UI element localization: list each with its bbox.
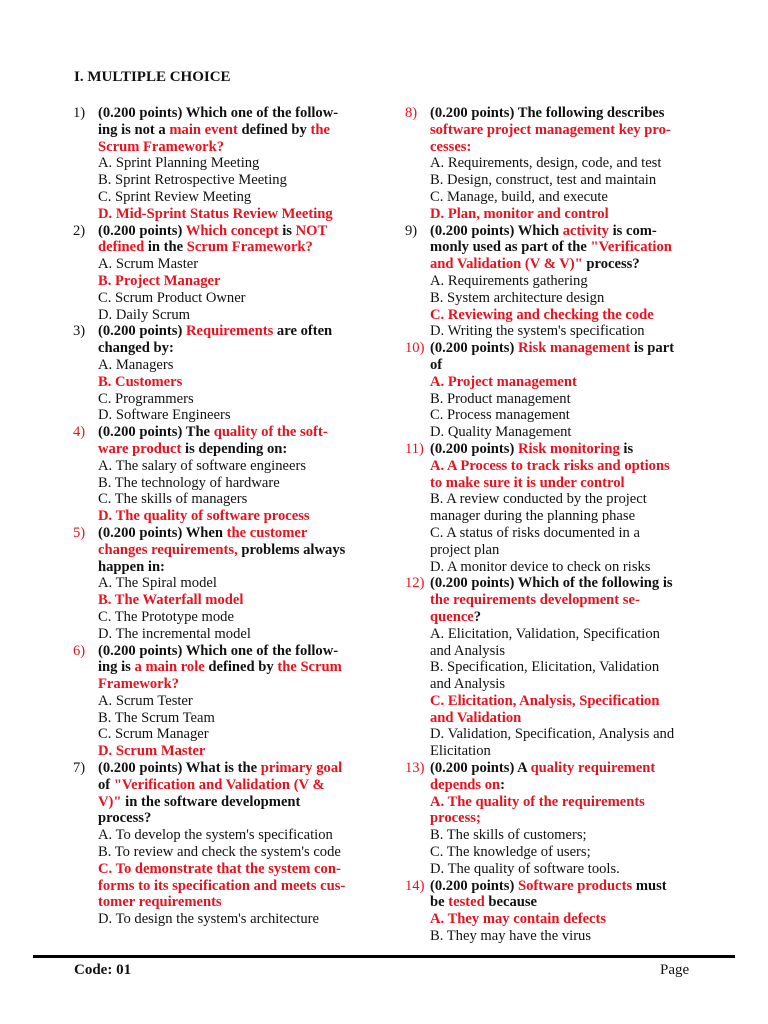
answer-text-line: B. Design, construct, test and maintain [430, 172, 657, 189]
answer-text-line: C. To demonstrate that the system con- [98, 860, 341, 877]
answer-text-line: D. The quality of software tools. [430, 860, 620, 877]
answer-text-line: A. Requirements, design, code, and test [430, 155, 662, 172]
question-body [98, 643, 373, 761]
question-stem-line [98, 139, 373, 156]
question-text-segment: (0.200 points) What is the [98, 760, 261, 777]
question-text-segment: (0.200 points) [430, 877, 518, 894]
footer-rule [33, 955, 735, 958]
question-body [430, 441, 705, 575]
question-stem-line [98, 239, 373, 256]
answer-text-line: and Analysis [430, 642, 505, 659]
question-text-segment: must [632, 877, 667, 894]
question-text-segment: : [500, 776, 506, 793]
answer-text-line: A. Elicitation, Validation, Specification [430, 625, 660, 642]
answer-text-line: B. Specification, Elicitation, Validation [430, 659, 660, 676]
answer-option [98, 391, 373, 408]
answer-option [98, 726, 373, 743]
question-text-segment: defined by [237, 121, 311, 138]
question-stem-line [98, 559, 373, 576]
answer-option-correct [430, 693, 705, 727]
answer-option [98, 307, 373, 324]
question-body [98, 323, 373, 424]
question-body [98, 223, 373, 324]
answer-text-line: A. The quality of the requirements [430, 793, 645, 810]
question-7 [73, 760, 373, 928]
answer-text-line: B. The Scrum Team [98, 709, 215, 726]
answer-option-correct [430, 911, 705, 928]
answer-text-line: C. Programmers [98, 390, 194, 407]
question-text-segment: changed by: [98, 340, 174, 357]
answer-text-line: A. Project management [430, 373, 577, 390]
question-stem-line [430, 139, 705, 156]
answer-option [98, 911, 373, 928]
question-body [98, 424, 373, 525]
question-body [98, 105, 373, 223]
answer-text-line: C. Scrum Product Owner [98, 289, 246, 306]
answer-option [98, 844, 373, 861]
answer-text-line: A. Sprint Planning Meeting [98, 155, 260, 172]
question-text-segment: primary goal [260, 760, 343, 777]
question-column-left [73, 105, 373, 928]
question-1 [73, 105, 373, 223]
answer-text-line: B. Customers [98, 373, 183, 390]
answer-option-correct [98, 861, 373, 911]
question-stem-line [430, 592, 705, 609]
answer-text-line: A. The salary of software engineers [98, 457, 307, 474]
question-body [430, 223, 705, 341]
question-text-segment: in the software development [121, 793, 301, 810]
question-stem-line [98, 777, 373, 794]
question-text-segment: Software products [517, 877, 633, 894]
question-stem-line [430, 223, 705, 240]
question-2 [73, 223, 373, 324]
question-text-segment: is [619, 440, 634, 457]
question-text-segment: be [430, 894, 449, 911]
question-number: 6) [73, 642, 86, 659]
answer-text-line: D. Validation, Specification, Analysis and [430, 726, 675, 743]
question-text-segment: NOT [295, 222, 328, 239]
question-stem-line [98, 643, 373, 660]
answer-text-line: C. Process management [430, 407, 570, 424]
question-text-segment: in the [144, 239, 187, 256]
answer-option-correct [430, 206, 705, 223]
question-text-segment: is part [630, 340, 675, 357]
question-text-segment: process? [582, 256, 640, 273]
answer-text-line: D. Mid-Sprint Status Review Meeting [98, 205, 333, 222]
question-number: 9) [405, 222, 418, 239]
question-text-segment: activity [562, 222, 609, 239]
answer-option [98, 256, 373, 273]
answer-text-line: D. To design the system's architecture [98, 911, 320, 928]
question-9 [405, 223, 705, 341]
answer-text-line: tomer requirements [98, 894, 222, 911]
answer-text-line: D. Quality Management [430, 424, 572, 441]
answer-text-line: C. The skills of managers [98, 491, 248, 508]
answer-text-line: A. To develop the system's specification [98, 827, 333, 844]
question-text-segment: V)" [98, 793, 122, 810]
answer-text-line: A. Scrum Tester [98, 692, 193, 709]
answer-text-line: A. Scrum Master [98, 256, 199, 273]
answer-text-line: B. The skills of customers; [430, 827, 587, 844]
question-text-segment: (0.200 points) [430, 440, 518, 457]
answer-option [98, 626, 373, 643]
question-number: 5) [73, 524, 86, 541]
question-stem-line [98, 794, 373, 811]
answer-text-line: C. Elicitation, Analysis, Specification [430, 692, 660, 709]
question-body [430, 105, 705, 223]
question-text-segment: Risk monitoring [517, 440, 620, 457]
answer-text-line: B. System architecture design [430, 289, 605, 306]
answer-option [430, 559, 705, 576]
question-text-segment: ing is not a [98, 121, 170, 138]
answer-text-line: C. Sprint Review Meeting [98, 188, 252, 205]
question-stem-line [430, 105, 705, 122]
answer-text-line: D. Software Engineers [98, 407, 231, 424]
question-text-segment: problems always [237, 541, 346, 558]
question-text-segment: because [484, 894, 538, 911]
answer-text-line: A. They may contain defects [430, 911, 607, 928]
page-label: Page [660, 962, 690, 978]
question-text-segment: the [310, 121, 330, 138]
answer-text-line: C. Manage, build, and execute [430, 188, 608, 205]
answer-text-line: B. Project Manager [98, 272, 221, 289]
answer-text-line: forms to its specification and meets cus- [98, 877, 346, 894]
answer-text-line: C. Reviewing and checking the code [430, 306, 654, 323]
answer-option [98, 172, 373, 189]
answer-option [430, 290, 705, 307]
answer-option-correct [98, 743, 373, 760]
answer-text-line: D. Writing the system's specification [430, 323, 645, 340]
question-text-segment: the Scrum [277, 659, 342, 676]
question-text-segment: happen in: [98, 558, 165, 575]
answer-text-line: C. The Prototype mode [98, 608, 234, 625]
question-number: 8) [405, 105, 418, 121]
question-text-segment: tested [448, 894, 485, 911]
question-stem-line [430, 256, 705, 273]
question-text-segment: ? [473, 608, 482, 625]
question-stem-line [430, 340, 705, 357]
question-text-segment: quality requirement [530, 760, 656, 777]
answer-option [430, 407, 705, 424]
question-number: 11) [405, 440, 424, 457]
question-6 [73, 643, 373, 761]
question-stem-line [430, 239, 705, 256]
question-stem-line [98, 122, 373, 139]
answer-text-line: B. The technology of hardware [98, 474, 280, 491]
answer-text-line: D. Daily Scrum [98, 306, 191, 323]
answer-text-line: B. They may have the virus [430, 928, 592, 945]
answer-option-correct [430, 458, 705, 492]
answer-text-line: project plan [430, 541, 500, 558]
answer-option [430, 323, 705, 340]
question-text-segment: Scrum Framework? [98, 138, 225, 155]
question-number: 1) [73, 105, 86, 121]
answer-option [430, 391, 705, 408]
answer-option [98, 290, 373, 307]
question-column-right [405, 105, 705, 945]
question-text-segment: (0.200 points) When [98, 524, 227, 541]
exam-code: Code: 01 [74, 962, 132, 978]
answer-text-line: B. The Waterfall model [98, 592, 244, 609]
question-text-segment: Risk management [517, 340, 631, 357]
question-body [430, 878, 705, 945]
answer-option [98, 575, 373, 592]
question-text-segment: process? [98, 810, 152, 827]
question-body [98, 525, 373, 643]
answer-text-line: manager during the planning phase [430, 508, 636, 525]
question-text-segment: ing is [98, 659, 135, 676]
question-text-segment: (0.200 points) The following describes [430, 105, 665, 121]
answer-text-line: C. The knowledge of users; [430, 844, 591, 861]
question-14 [405, 878, 705, 945]
answer-option [430, 189, 705, 206]
answer-option [430, 525, 705, 559]
question-text-segment: quence [430, 608, 474, 625]
question-body [430, 340, 705, 441]
question-text-segment: depends on [430, 776, 501, 793]
answer-option-correct [98, 273, 373, 290]
answer-text-line: to make sure it is under control [430, 474, 625, 491]
question-text-segment: (0.200 points) Which one of the follow- [98, 105, 339, 121]
question-stem-line [98, 542, 373, 559]
question-stem-line [98, 525, 373, 542]
question-text-segment: "Verification and Validation (V & [113, 776, 325, 793]
question-text-segment: main event [169, 121, 238, 138]
question-number: 13) [405, 760, 425, 777]
answer-option [98, 491, 373, 508]
question-10 [405, 340, 705, 441]
question-text-segment: changes requirements, [98, 541, 238, 558]
question-text-segment: "Verification [590, 239, 672, 256]
question-5 [73, 525, 373, 643]
question-text-segment: (0.200 points) [98, 222, 186, 239]
question-stem-line [430, 878, 705, 895]
question-body [98, 760, 373, 928]
answer-option [98, 458, 373, 475]
answer-option-correct [98, 374, 373, 391]
question-stem-line [98, 441, 373, 458]
question-text-segment: Requirements [185, 323, 274, 340]
question-4 [73, 424, 373, 525]
question-stem-line [98, 676, 373, 693]
question-body [430, 760, 705, 878]
question-text-segment: is com- [608, 222, 657, 239]
answer-option [430, 172, 705, 189]
answer-text-line: B. Product management [430, 390, 571, 407]
question-8 [405, 105, 705, 223]
question-text-segment: (0.200 points) Which [430, 222, 563, 239]
question-text-segment: the customer [226, 524, 308, 541]
question-stem-line [430, 894, 705, 911]
answer-text-line: B. To review and check the system's code [98, 844, 341, 861]
answer-option [98, 693, 373, 710]
answer-option-correct [98, 508, 373, 525]
question-body [430, 575, 705, 760]
answer-text-line: and Validation [430, 709, 522, 726]
answer-option [430, 491, 705, 525]
question-11 [405, 441, 705, 575]
question-text-segment: Framework? [98, 676, 180, 693]
question-number: 14) [405, 877, 425, 894]
answer-option [430, 659, 705, 693]
question-stem-line [430, 777, 705, 794]
question-text-segment: is depending on: [181, 440, 288, 457]
question-13 [405, 760, 705, 878]
answer-option [430, 928, 705, 945]
question-stem-line [430, 122, 705, 139]
question-stem-line [430, 609, 705, 626]
question-stem-line [98, 323, 373, 340]
question-text-segment: of [98, 776, 114, 793]
question-text-segment: (0.200 points) [98, 323, 186, 340]
answer-option [98, 609, 373, 626]
question-text-segment: Which concept [185, 222, 279, 239]
question-number: 4) [73, 424, 86, 441]
question-text-segment: (0.200 points) A [430, 760, 531, 777]
answer-text-line: A. A Process to track risks and options [430, 457, 670, 474]
question-text-segment: cesses: [430, 138, 472, 155]
question-stem-line [98, 659, 373, 676]
answer-option [430, 726, 705, 760]
answer-option-correct [430, 307, 705, 324]
answer-text-line: D. Plan, monitor and control [430, 205, 609, 222]
question-text-segment: quality of the soft- [213, 424, 328, 441]
question-text-segment: and Validation (V & V)" [430, 256, 583, 273]
answer-option [98, 407, 373, 424]
answer-text-line: A. Requirements gathering [430, 272, 588, 289]
question-stem-line [430, 357, 705, 374]
question-text-segment: is [278, 222, 296, 239]
question-stem-line [430, 760, 705, 777]
question-text-segment: defined by [204, 659, 278, 676]
answer-option [430, 424, 705, 441]
answer-text-line: D. Scrum Master [98, 743, 206, 760]
answer-text-line: D. A monitor device to check on risks [430, 558, 651, 575]
answer-option-correct [430, 794, 705, 828]
answer-text-line: and Analysis [430, 676, 505, 693]
question-stem-line [98, 105, 373, 122]
answer-option [98, 155, 373, 172]
question-text-segment: ware product [98, 440, 182, 457]
answer-option [430, 861, 705, 878]
answer-option [98, 189, 373, 206]
question-12 [405, 575, 705, 760]
question-stem-line [430, 441, 705, 458]
answer-option [98, 475, 373, 492]
answer-option [430, 273, 705, 290]
question-number: 2) [73, 222, 86, 239]
answer-option [430, 155, 705, 172]
answer-option-correct [430, 374, 705, 391]
question-text-segment: (0.200 points) Which of the following is [430, 575, 673, 592]
question-stem-line [98, 424, 373, 441]
question-number: 7) [73, 760, 86, 777]
question-text-segment: a main role [134, 659, 205, 676]
question-text-segment: (0.200 points) Which one of the follow- [98, 642, 339, 659]
question-3 [73, 323, 373, 424]
question-text-segment: are often [273, 323, 333, 340]
question-stem-line [98, 760, 373, 777]
answer-option-correct [98, 206, 373, 223]
question-number: 3) [73, 323, 86, 340]
question-text-segment: Scrum Framework? [186, 239, 313, 256]
answer-option [430, 626, 705, 660]
question-text-segment: defined [98, 239, 145, 256]
answer-option [430, 827, 705, 844]
answer-text-line: A. The Spiral model [98, 575, 217, 592]
question-text-segment: (0.200 points) The [98, 424, 214, 441]
answer-text-line: C. Scrum Manager [98, 726, 209, 743]
question-number: 12) [405, 575, 425, 592]
answer-option [98, 827, 373, 844]
answer-option [98, 710, 373, 727]
question-stem-line [430, 575, 705, 592]
section-title: I. MULTIPLE CHOICE [74, 69, 231, 85]
answer-text-line: process; [430, 810, 481, 827]
answer-text-line: A. Managers [98, 356, 174, 373]
answer-text-line: B. A review conducted by the project [430, 491, 647, 508]
answer-text-line: B. Sprint Retrospective Meeting [98, 172, 287, 189]
answer-text-line: Elicitation [430, 743, 491, 760]
question-text-segment: software project management key pro- [430, 121, 671, 138]
answer-option-correct [98, 592, 373, 609]
question-stem-line [98, 223, 373, 240]
question-text-segment: monly used as part of the [430, 239, 591, 256]
question-text-segment: of [430, 356, 443, 373]
question-stem-line [98, 340, 373, 357]
question-text-segment: (0.200 points) [430, 340, 518, 357]
answer-option [430, 844, 705, 861]
answer-text-line: D. The quality of software process [98, 508, 310, 525]
answer-text-line: C. A status of risks documented in a [430, 524, 640, 541]
answer-option [98, 357, 373, 374]
question-text-segment: the requirements development se- [430, 592, 640, 609]
question-stem-line [98, 810, 373, 827]
answer-text-line: D. The incremental model [98, 625, 251, 642]
question-number: 10) [405, 340, 425, 357]
